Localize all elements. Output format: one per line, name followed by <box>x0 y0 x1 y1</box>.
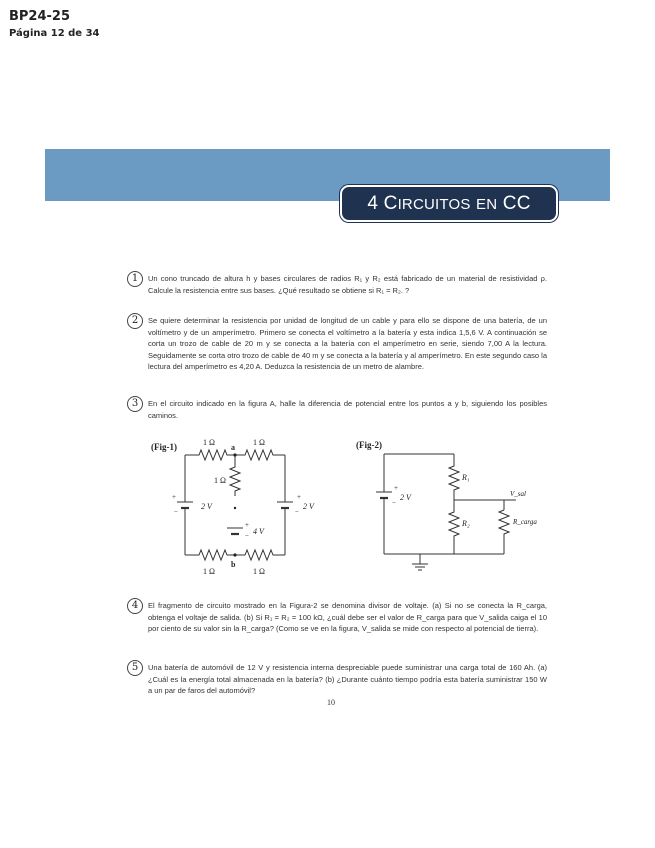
minus-sign: − <box>392 499 396 507</box>
chapter-title-box <box>340 185 558 222</box>
problem-text: El fragmento de circuito mostrado en la Figura-2 se denomina divisor de voltaje. (a) Si no se conecta la R_carga, obtenga el voltaje de salida. (b) Si R₁ = R₂ = 100 kΩ, ¿cuál debe ser el valor de R_carga para que V_salida caiga el 10 por ciento de su valor sin la R_carga? (Como se ve en la figura, V_salida se mide con respecto al potencial de tierra). <box>148 601 547 633</box>
problem-5 <box>127 660 547 696</box>
problem-1 <box>127 271 547 303</box>
output-voltage-label: V_sal <box>510 490 526 498</box>
figure-label: (Fig-2) <box>356 440 382 450</box>
plus-sign: + <box>245 521 249 529</box>
resistor-label: 1 Ω <box>253 438 265 447</box>
problem-3 <box>127 396 547 424</box>
chapter-title: 4 CIRCUITOS EN CC <box>367 192 531 214</box>
problem-text: Una batería de automóvil de 12 V y resistencia interna despreciable puede suministrar una carga total de 160 Ah. (a) ¿Cuál es la energía total almacenada en la batería? (b) ¿Durante cuánto tiempo podría esta batería suministrar 150 W a un par de faros del automóvil? <box>148 663 547 695</box>
battery-label: 4 V <box>253 527 264 536</box>
problem-4 <box>127 598 547 650</box>
resistor-label: 1 Ω <box>203 567 215 576</box>
battery-label: 2 V <box>303 502 314 511</box>
problem-text: En el circuito indicado en la figura A, halle la diferencia de potencial entre los puntos a y b, siguiendo los posibles caminos. <box>148 399 547 420</box>
node-label: a <box>231 443 235 452</box>
page-indicator: Página 12 de 34 <box>9 28 100 39</box>
minus-sign: − <box>174 508 178 516</box>
plus-sign: + <box>172 493 176 501</box>
document-code: BP24-25 <box>9 9 71 24</box>
page-number: 10 <box>327 698 335 707</box>
resistor-label: 1 Ω <box>203 438 215 447</box>
plus-sign: + <box>394 484 398 492</box>
resistor-label: R₂ <box>462 519 470 528</box>
node-label: b <box>231 560 236 569</box>
figure-label: (Fig-1) <box>151 442 177 452</box>
resistor-label: R_carga <box>513 518 537 526</box>
resistor-label: R₁ <box>462 473 470 482</box>
problem-text: Un cono truncado de altura h y bases circulares de radios R₁ y R₂ está fabricado de un material de resistividad ρ. Calcule la resistencia entre sus bases. ¿Qué resultado se obtiene si R₁ = R₂. ? <box>148 274 547 295</box>
minus-sign: − <box>295 508 299 516</box>
resistor-label: 1 Ω <box>214 476 226 485</box>
plus-sign: + <box>297 493 301 501</box>
problem-number: 3 <box>127 396 143 412</box>
battery-label: 2 V <box>400 493 411 502</box>
minus-sign: − <box>245 532 249 540</box>
problem-number: 2 <box>127 313 143 329</box>
problem-2 <box>127 313 547 385</box>
figure-1-circuit <box>145 430 325 580</box>
problem-number: 4 <box>127 598 143 614</box>
problem-number: 5 <box>127 660 143 676</box>
resistor-label: 1 Ω <box>253 567 265 576</box>
figure-2-voltage-divider <box>350 430 550 580</box>
problem-number: 1 <box>127 271 143 287</box>
battery-label: 2 V <box>201 502 212 511</box>
problem-text: Se quiere determinar la resistencia por unidad de longitud de un cable y para ello se dispone de una batería, de un voltímetro y de un amperímetro. Primero se conecta el voltímetro a la batería y esta indica 1,5,6 V. A continuación se corta un trozo de cable de 20 m y se conecta a la batería con el amperímetro en serie, siendo 7,00 A la lectura. Seguidamente se corta otro trozo de cable de 40 m y se conecta a la batería y al amperímetro. En este segundo caso la lectura del amperímetro es 4,20 A. Deduzca la resistencia de un metro de alambre. <box>148 316 547 371</box>
